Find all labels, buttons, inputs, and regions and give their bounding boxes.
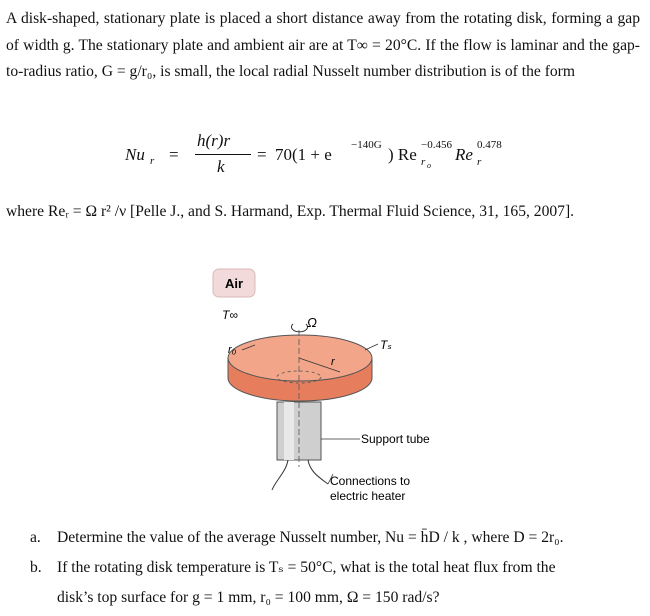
rotation-arrow xyxy=(292,324,308,332)
question-a xyxy=(0,525,650,552)
eq-re: Re xyxy=(455,145,473,164)
t-inf-label: T∞ xyxy=(222,308,238,322)
eq-frac-den: k xyxy=(217,157,225,176)
connections-label-1: Connections to xyxy=(330,474,411,488)
eq-rhs-start: 70(1 + e xyxy=(275,145,332,164)
eq-rhs-mid: ) Re xyxy=(388,145,417,164)
eq-equals-1: = xyxy=(169,145,179,164)
question-b-label: b. xyxy=(30,559,42,576)
question-b xyxy=(0,555,650,582)
heater-wire-2 xyxy=(308,460,328,484)
eq-exp-3: 0.478 xyxy=(477,139,502,151)
question-b-text-cont: disk’s top surface for g = 1 mm, r₀ = 100 mm, Ω = 150 rad/s? xyxy=(57,589,440,606)
air-label: Air xyxy=(224,276,244,291)
heater-wire-1 xyxy=(272,460,288,490)
r-label: r xyxy=(331,356,335,368)
ts-label: Tₛ xyxy=(380,338,392,352)
eq-exp-2: −0.456 xyxy=(421,139,452,151)
connections-label-2: electric heater xyxy=(330,489,406,503)
problem-intro: A disk-shaped, stationary plate is placed a short distance away from the rotating disk, forming a gap of width g. The stationary plate and ambient air are at T∞ = 20°C. If the flow is laminar and the gap-to-radius ratio, G = g/r₀, is small, the local radial Nusselt number distribution is of the form xyxy=(6,10,640,80)
where-text: where Reᵣ = Ω r² /ν [Pelle J., and S. Harmand, Exp. Thermal Fluid Science, 31, 165, 2007]. xyxy=(6,203,575,220)
eq-sub-3: r xyxy=(477,156,482,168)
question-a-label: a. xyxy=(30,529,41,546)
ts-leader xyxy=(365,344,378,350)
eq-exp-1: −140G xyxy=(351,139,382,151)
ro-label: r₀ xyxy=(228,344,237,356)
eq-frac-bar xyxy=(195,154,251,155)
question-b-text: If the rotating disk temperature is Tₛ = 50°C, what is the total heat flux from the xyxy=(57,559,556,576)
eq-lhs: Nu xyxy=(125,145,145,164)
omega-label: Ω xyxy=(307,315,317,330)
nusselt-equation xyxy=(125,131,545,187)
question-b-cont xyxy=(0,585,650,612)
eq-frac-num: h(r)r xyxy=(197,131,231,150)
eq-sub-2o: o xyxy=(427,161,431,170)
eq-sub-2: r xyxy=(421,156,426,168)
eq-lhs-sub: r xyxy=(150,155,155,167)
support-tube-label: Support tube xyxy=(361,432,430,446)
eq-equals-2: = xyxy=(257,145,267,164)
rotating-disk-figure xyxy=(180,262,480,512)
question-a-text: Determine the value of the average Nusselt number, Nu = h̄D / k , where D = 2r₀. xyxy=(57,529,564,546)
support-tube-shade xyxy=(284,402,294,460)
